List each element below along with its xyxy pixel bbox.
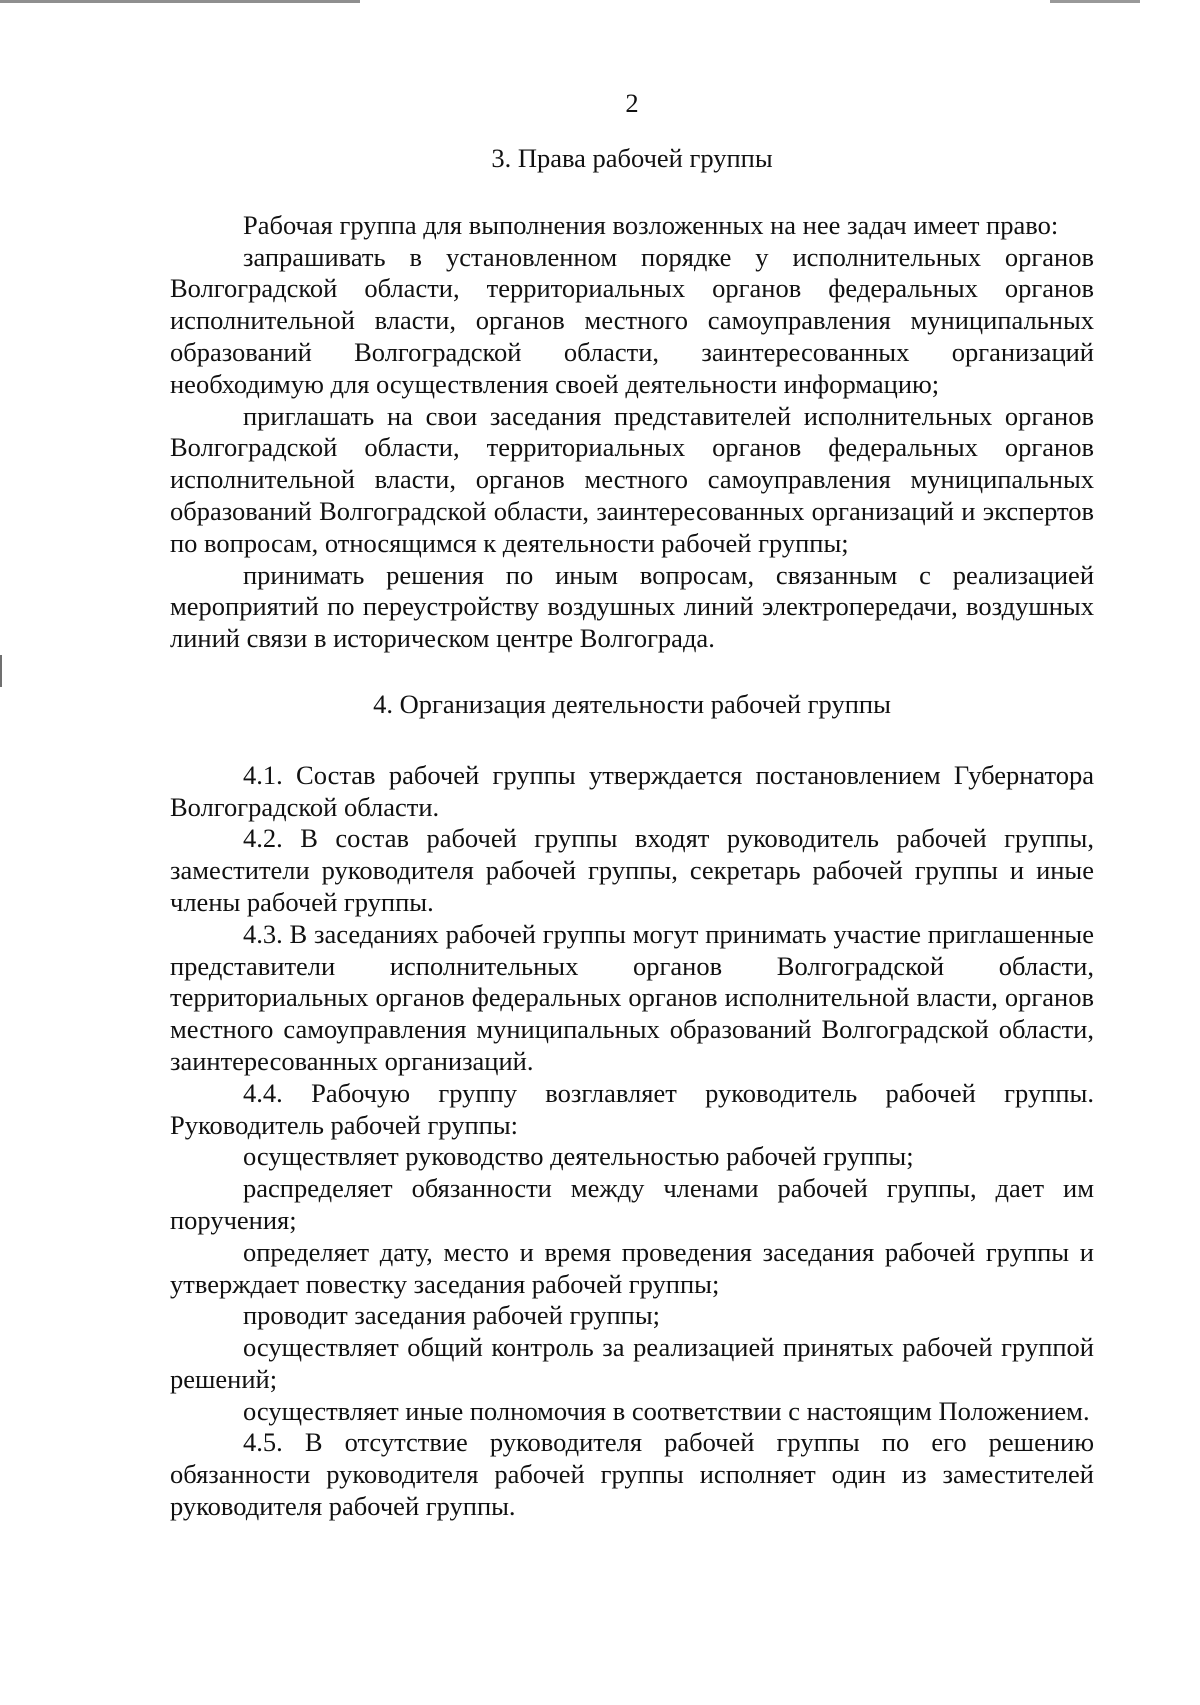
section-4-paragraph: 4.3. В заседаниях рабочей группы могут принимать участие приглашенные представители исполнительных органов Волгоградской области, территориальных органов федеральных органов исполнительной власти, органов местного самоуправления муниципальных образований Волгоградской области, заинтересованных организаций. (170, 918, 1094, 1076)
section-3-paragraph: запрашивать в установленном порядке у исполнительных органов Волгоградской области, территориальных органов федеральных органов исполнительной власти, органов местного самоуправления муниципальных образований Волгоградской области, заинтересованных организаций необходимую для осуществления своей деятельности информацию; (170, 241, 1094, 399)
section-4-paragraph: 4.2. В состав рабочей группы входят руководитель рабочей группы, заместители руководителя рабочей группы, секретарь рабочей группы и иные члены рабочей группы. (170, 823, 1094, 917)
section-4-paragraph: 4.5. В отсутствие руководителя рабочей группы по его решению обязанности руководителя рабочей группы исполняет один из заместителей руководителя рабочей группы. (170, 1427, 1094, 1522)
section-4-heading: 4. Организация деятельности рабочей группы (373, 688, 891, 719)
section-4-paragraph: осуществляет руководство деятельностью рабочей группы; (243, 1141, 914, 1172)
section-3-paragraph: Рабочая группа для выполнения возложенных на нее задач имеет право: (243, 209, 1059, 240)
document-page (170, 88, 1094, 1523)
scan-edge-mark (0, 0, 1200, 3)
section-4-paragraph: 4.1. Состав рабочей группы утверждается постановлением Губернатора Волгоградской области. (170, 759, 1094, 822)
section-4-paragraph: 4.4. Рабочую группу возглавляет руководитель рабочей группы. Руководитель рабочей группы: (170, 1077, 1094, 1140)
scan-margin-mark (0, 655, 2, 687)
section-4-paragraph: определяет дату, место и время проведения заседания рабочей группы и утверждает повестку заседания рабочей группы; (170, 1236, 1094, 1299)
page-number: 2 (625, 88, 639, 118)
section-4-paragraph: проводит заседания рабочей группы; (243, 1300, 661, 1331)
section-4-paragraph: осуществляет общий контроль за реализацией принятых рабочей группой решений; (170, 1332, 1094, 1394)
section-4-paragraph: осуществляет иные полномочия в соответствии с настоящим Положением. (243, 1395, 1090, 1426)
section-3-paragraph: принимать решения по иным вопросам, связанным с реализацией мероприятий по переустройству воздушных линий электропередачи, воздушных линий связи в историческом центре Волгограда. (170, 559, 1094, 654)
section-3-paragraph: приглашать на свои заседания представителей исполнительных органов Волгоградской области, территориальных органов федеральных органов исполнительной власти, органов местного самоуправления муниципальных образований Волгоградской области, заинтересованных организаций и экспертов по вопросам, относящимся к деятельности рабочей группы; (170, 400, 1094, 558)
section-4-paragraph: распределяет обязанности между членами рабочей группы, дает им поручения; (170, 1173, 1094, 1235)
section-3-heading: 3. Права рабочей группы (491, 143, 773, 173)
